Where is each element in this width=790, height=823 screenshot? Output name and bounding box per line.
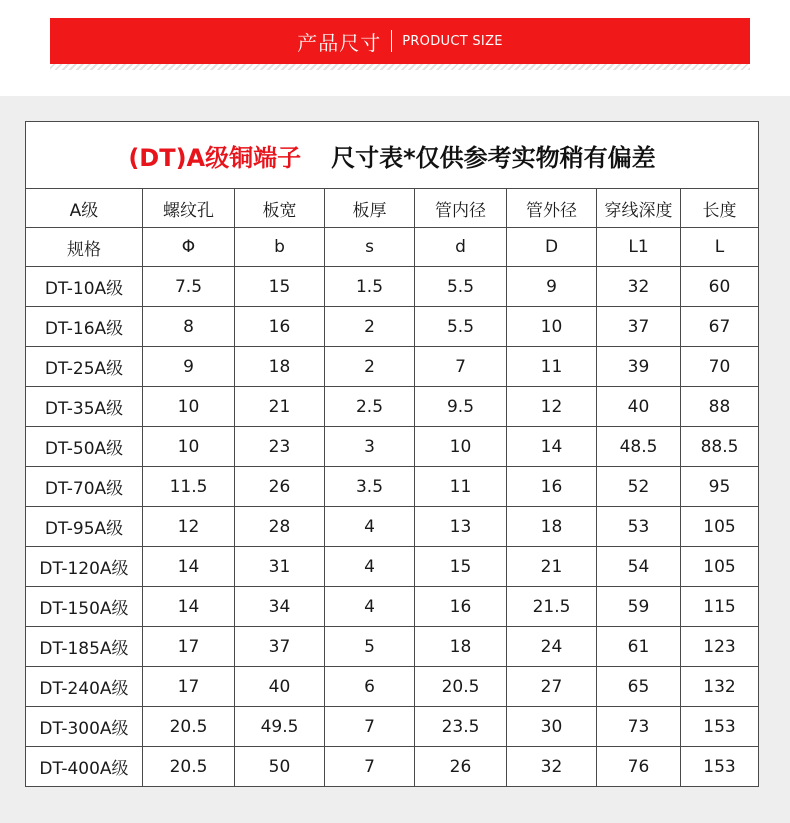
table-cell: 59 [597,587,681,627]
table-row [26,467,759,507]
table-cell: 4 [325,547,415,587]
table-cell: 板厚 [325,189,415,228]
table-cell: Φ [143,228,235,267]
header-row-names [26,189,759,228]
table-cell: 26 [415,747,507,787]
table-cell: 123 [681,627,759,667]
banner-divider [391,30,392,52]
table-cell: 26 [235,467,325,507]
table-cell: 21.5 [507,587,597,627]
table-cell: 32 [507,747,597,787]
table-cell: 3 [325,427,415,467]
table-cell: 10 [507,307,597,347]
table-cell: 28 [235,507,325,547]
table-cell: 7.5 [143,267,235,307]
table-cell: 48.5 [597,427,681,467]
table-cell: 53 [597,507,681,547]
table-cell: DT-70A级 [26,467,143,507]
table-cell: 105 [681,507,759,547]
table-cell: 5.5 [415,267,507,307]
table-cell: DT-10A级 [26,267,143,307]
table-row [26,267,759,307]
table-cell: DT-120A级 [26,547,143,587]
table-cell: 管外径 [507,189,597,228]
table-row [26,587,759,627]
table-cell: 73 [597,707,681,747]
table-row [26,747,759,787]
table-cell: 管内径 [415,189,507,228]
table-cell: 螺纹孔 [143,189,235,228]
table-cell: 2 [325,347,415,387]
table-cell: DT-25A级 [26,347,143,387]
table-cell: 60 [681,267,759,307]
table-cell: 18 [507,507,597,547]
table-cell: 40 [235,667,325,707]
table-cell: 9 [507,267,597,307]
table-cell: 11 [415,467,507,507]
table-cell: 18 [415,627,507,667]
table-cell: DT-400A级 [26,747,143,787]
table-cell: 49.5 [235,707,325,747]
table-cell: DT-16A级 [26,307,143,347]
table-cell: 95 [681,467,759,507]
table-cell: 6 [325,667,415,707]
table-row [26,707,759,747]
table-cell: 16 [235,307,325,347]
table-cell: 12 [143,507,235,547]
table-row [26,667,759,707]
table-cell: 14 [507,427,597,467]
table-cell: 5 [325,627,415,667]
table-cell: 65 [597,667,681,707]
banner-subtitle: PRODUCT SIZE [402,33,503,49]
table-cell: 15 [415,547,507,587]
table-cell: 67 [681,307,759,347]
table-cell: 37 [235,627,325,667]
table-cell: 23.5 [415,707,507,747]
table-cell: 7 [415,347,507,387]
banner-title: 产品尺寸 [297,30,382,55]
table-cell: 70 [681,347,759,387]
table-cell: DT-50A级 [26,427,143,467]
table-cell: 17 [143,667,235,707]
table-cell: 3.5 [325,467,415,507]
table-cell: 88 [681,387,759,427]
table-cell: 10 [415,427,507,467]
table-cell: 37 [597,307,681,347]
table-cell: 2 [325,307,415,347]
table-cell: 21 [235,387,325,427]
table-cell: b [235,228,325,267]
table-cell: 14 [143,547,235,587]
header-banner [50,18,750,64]
table-cell: 88.5 [681,427,759,467]
table-cell: 长度 [681,189,759,228]
table-cell: 4 [325,507,415,547]
table-cell: 10 [143,427,235,467]
table-cell: 61 [597,627,681,667]
table-cell: DT-35A级 [26,387,143,427]
table-cell: 13 [415,507,507,547]
table-cell: 23 [235,427,325,467]
table-cell: 2.5 [325,387,415,427]
table-cell: 39 [597,347,681,387]
size-table-container [25,121,758,787]
table-cell: 7 [325,707,415,747]
table-cell: L [681,228,759,267]
table-row [26,627,759,667]
table-cell: D [507,228,597,267]
table-cell: 8 [143,307,235,347]
table-row [26,507,759,547]
table-cell: 9.5 [415,387,507,427]
table-cell: 32 [597,267,681,307]
table-cell: 板宽 [235,189,325,228]
table-cell: A级 [26,189,143,228]
table-row [26,347,759,387]
table-cell: 16 [507,467,597,507]
table-cell: 10 [143,387,235,427]
table-cell: 7 [325,747,415,787]
table-cell: DT-185A级 [26,627,143,667]
table-cell: 105 [681,547,759,587]
table-cell: 115 [681,587,759,627]
table-cell: 24 [507,627,597,667]
table-cell: 21 [507,547,597,587]
table-cell: DT-300A级 [26,707,143,747]
table-cell: 153 [681,707,759,747]
table-cell: 76 [597,747,681,787]
table-cell: 规格 [26,228,143,267]
table-cell: 14 [143,587,235,627]
banner-content [50,18,750,64]
table-row [26,387,759,427]
table-cell: 50 [235,747,325,787]
table-cell: 54 [597,547,681,587]
table-cell: 9 [143,347,235,387]
table-row [26,547,759,587]
table-cell: 4 [325,587,415,627]
table-cell: 27 [507,667,597,707]
table-cell: DT-240A级 [26,667,143,707]
table-cell: 18 [235,347,325,387]
table-cell: 40 [597,387,681,427]
table-cell: 1.5 [325,267,415,307]
table-cell: L1 [597,228,681,267]
table-cell: 30 [507,707,597,747]
table-cell: 15 [235,267,325,307]
table-cell: 153 [681,747,759,787]
table-title-product: (DT)A级铜端子 [128,143,302,172]
table-row [26,307,759,347]
table-title-note: 尺寸表*仅供参考实物稍有偏差 [331,143,656,172]
table-cell: 17 [143,627,235,667]
table-cell: 31 [235,547,325,587]
table-cell: 20.5 [415,667,507,707]
table-cell: 16 [415,587,507,627]
table-cell: 20.5 [143,747,235,787]
table-cell: 34 [235,587,325,627]
table-cell: 11.5 [143,467,235,507]
table-cell: 20.5 [143,707,235,747]
table-cell: 12 [507,387,597,427]
table-title [26,122,759,189]
table-cell: 52 [597,467,681,507]
table-cell: 穿线深度 [597,189,681,228]
table-cell: d [415,228,507,267]
header-row-symbols [26,228,759,267]
table-cell: DT-150A级 [26,587,143,627]
size-table [25,121,759,787]
table-cell: 5.5 [415,307,507,347]
table-cell: DT-95A级 [26,507,143,547]
table-cell: 11 [507,347,597,387]
table-row [26,427,759,467]
table-cell: 132 [681,667,759,707]
table-cell: s [325,228,415,267]
